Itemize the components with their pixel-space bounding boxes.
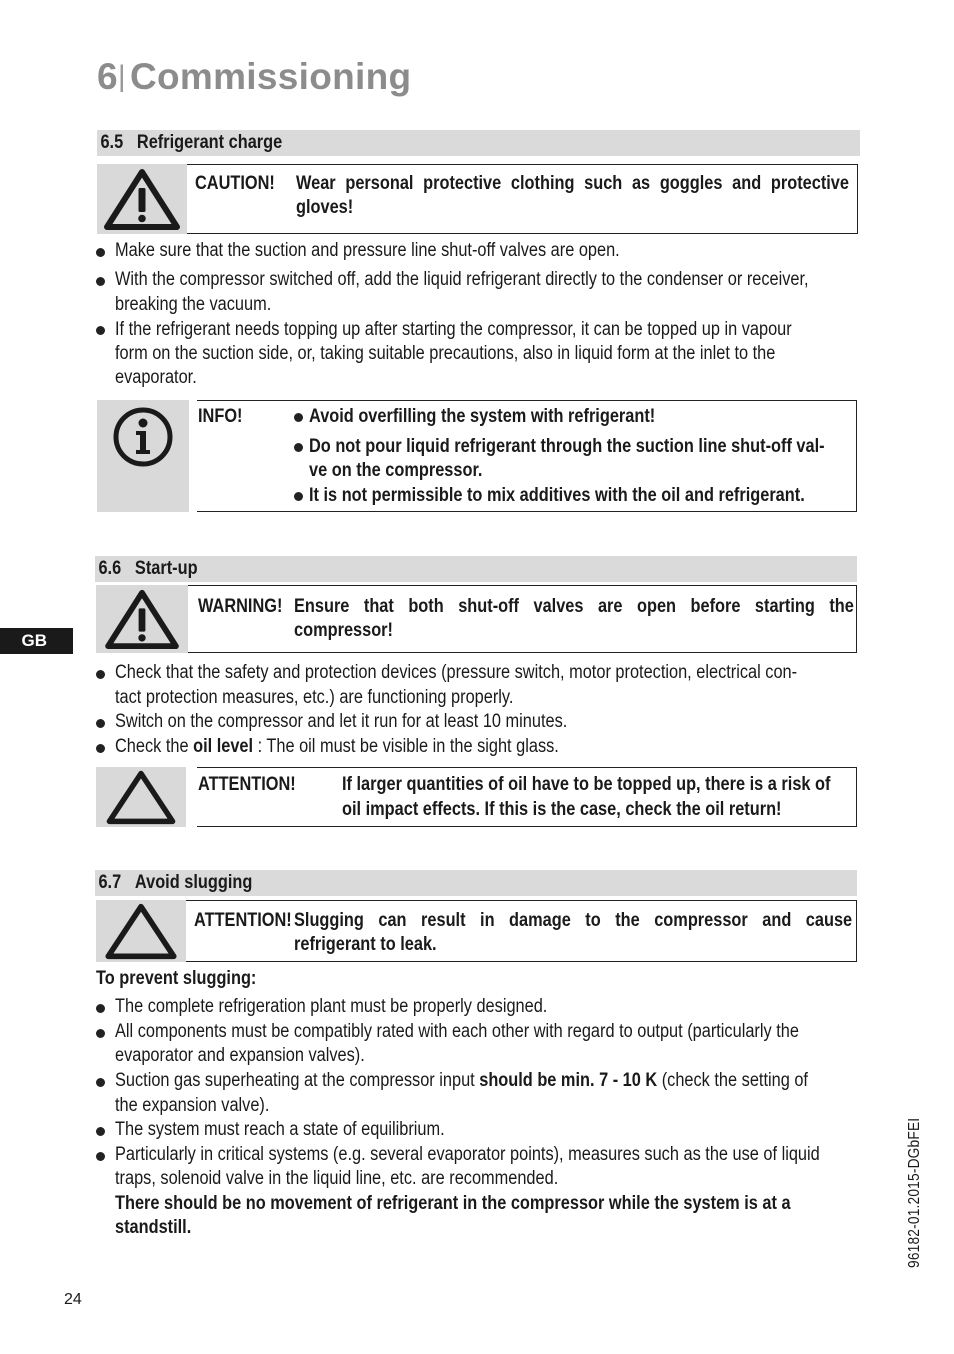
attention-icon-cell-2 bbox=[96, 900, 186, 962]
s65-bullet-3-line2: form on the suction side, or, taking suitable precautions, also in liquid form at the inlet to the bbox=[115, 343, 776, 364]
bullet bbox=[96, 1078, 105, 1087]
s65-bullet-2-line1: With the compressor switched off, add the liquid refrigerant directly to the condenser or receiver, bbox=[115, 269, 809, 290]
caution-text-line1: Wear personal protective clothing such as goggles and protective bbox=[296, 173, 849, 194]
s66-bullet-3: Check the oil level : The oil must be visible in the sight glass. bbox=[115, 736, 559, 757]
warning-text-line2: compressor! bbox=[294, 620, 393, 641]
warning-notice bbox=[188, 585, 857, 653]
s65-bullet-3-line1: If the refrigerant needs topping up after starting the compressor, it can be topped up in vapour bbox=[115, 319, 792, 340]
section-number: 6.7 bbox=[98, 872, 122, 893]
s67-bullet-5-line2: traps, solenoid valve in the liquid line, etc. are recommended. bbox=[115, 1168, 559, 1189]
warning-triangle-icon bbox=[103, 588, 181, 650]
attention-triangle-icon bbox=[104, 902, 178, 960]
info-icon bbox=[112, 406, 174, 468]
oil-level-term: oil level bbox=[193, 736, 254, 757]
attention-label: ATTENTION! bbox=[198, 774, 296, 795]
chapter-number: 6 bbox=[97, 56, 118, 97]
bullet bbox=[96, 670, 105, 679]
s67-bullet-3-line1: Suction gas superheating at the compressor input should be min. 7 - 10 K (check the setting of bbox=[115, 1070, 808, 1091]
page-number: 24 bbox=[64, 1291, 82, 1308]
s67-bullet-3-line2: the expansion valve). bbox=[115, 1095, 270, 1116]
attention-triangle-icon bbox=[104, 769, 178, 825]
bullet bbox=[294, 443, 303, 452]
info-icon-cell bbox=[97, 400, 189, 512]
bullet bbox=[96, 719, 105, 728]
section-6-6-header bbox=[95, 556, 857, 582]
info-item-2-line2: ve on the compressor. bbox=[309, 460, 483, 481]
superheat-requirement: should be min. 7 - 10 K bbox=[479, 1070, 658, 1091]
slugging-intro: To prevent slugging: bbox=[96, 968, 257, 989]
bullet bbox=[96, 277, 105, 286]
attention-slugging-line1: Slugging can result in damage to the compressor and cause bbox=[294, 910, 853, 931]
caution-text-line2: gloves! bbox=[296, 197, 354, 218]
attention-notice-slugging bbox=[186, 900, 857, 962]
attention-slugging-line2: refrigerant to leak. bbox=[294, 934, 437, 955]
section-number: 6.5 bbox=[100, 132, 124, 153]
section-title: Avoid slugging bbox=[134, 872, 253, 893]
warning-text-line1: Ensure that both shut-off valves are open before starting the bbox=[294, 596, 854, 617]
bullet bbox=[96, 1127, 105, 1136]
caution-notice bbox=[187, 164, 858, 234]
s65-bullet-2-line2: breaking the vacuum. bbox=[115, 294, 272, 315]
attention-oil-line1: If larger quantities of oil have to be topped up, there is a risk of bbox=[342, 774, 831, 795]
s65-bullet-3-line3: evaporator. bbox=[115, 367, 197, 388]
bullet bbox=[96, 248, 105, 257]
warning-icon-cell bbox=[96, 585, 188, 653]
chapter-title bbox=[97, 56, 411, 98]
bullet bbox=[96, 744, 105, 753]
info-item-1: Avoid overfilling the system with refrigerant! bbox=[309, 406, 656, 427]
section-6-7-header bbox=[95, 870, 857, 896]
section-title: Start-up bbox=[134, 558, 198, 579]
bullet bbox=[96, 1004, 105, 1013]
chapter-separator: | bbox=[117, 60, 126, 93]
s67-note-line1: There should be no movement of refrigerant in the compressor while the system is at a bbox=[115, 1193, 791, 1214]
warning-triangle-icon bbox=[103, 167, 181, 231]
caution-label: CAUTION! bbox=[195, 173, 275, 194]
info-label: INFO! bbox=[198, 406, 243, 427]
s65-bullet-1: Make sure that the suction and pressure line shut-off valves are open. bbox=[115, 240, 620, 261]
s66-bullet-2: Switch on the compressor and let it run for at least 10 minutes. bbox=[115, 711, 568, 732]
bullet bbox=[294, 413, 303, 422]
caution-icon-cell bbox=[97, 164, 187, 234]
s67-bullet-5-line1: Particularly in critical systems (e.g. several evaporator points), measures such as the use of liquid bbox=[115, 1144, 820, 1165]
attention-icon-cell bbox=[96, 767, 186, 827]
info-item-2-line1: Do not pour liquid refrigerant through the suction line shut-off val- bbox=[309, 436, 825, 457]
warning-label: WARNING! bbox=[198, 596, 283, 617]
s66-bullet-1-line1: Check that the safety and protection devices (pressure switch, motor protection, electrical con- bbox=[115, 662, 798, 683]
bullet bbox=[96, 1029, 105, 1038]
s67-bullet-4: The system must reach a state of equilibrium. bbox=[115, 1119, 445, 1140]
language-tab-gb: GB bbox=[0, 628, 73, 654]
section-title: Refrigerant charge bbox=[136, 132, 283, 153]
s67-bullet-2-line2: evaporator and expansion valves). bbox=[115, 1045, 365, 1066]
bullet bbox=[96, 326, 105, 335]
bullet bbox=[96, 1152, 105, 1161]
section-6-5-header bbox=[97, 130, 860, 156]
section-number: 6.6 bbox=[98, 558, 122, 579]
info-notice bbox=[197, 400, 857, 512]
attention-oil-line2: oil impact effects. If this is the case, check the oil return! bbox=[342, 799, 782, 820]
document-code: 96182-01.2015-DGbFEI bbox=[906, 1117, 923, 1268]
s66-bullet-1-line2: tact protection measures, etc.) are functioning properly. bbox=[115, 687, 514, 708]
attention-label: ATTENTION! bbox=[194, 910, 292, 931]
s67-bullet-2-line1: All components must be compatibly rated with each other with regard to output (particularly the bbox=[115, 1021, 799, 1042]
info-item-3: It is not permissible to mix additives with the oil and refrigerant. bbox=[309, 485, 805, 506]
attention-notice-oil bbox=[197, 767, 857, 827]
chapter-title-text: Commissioning bbox=[129, 56, 412, 97]
bullet bbox=[294, 492, 303, 501]
s67-bullet-1: The complete refrigeration plant must be properly designed. bbox=[115, 996, 548, 1017]
s67-note-line2: standstill. bbox=[115, 1217, 192, 1238]
